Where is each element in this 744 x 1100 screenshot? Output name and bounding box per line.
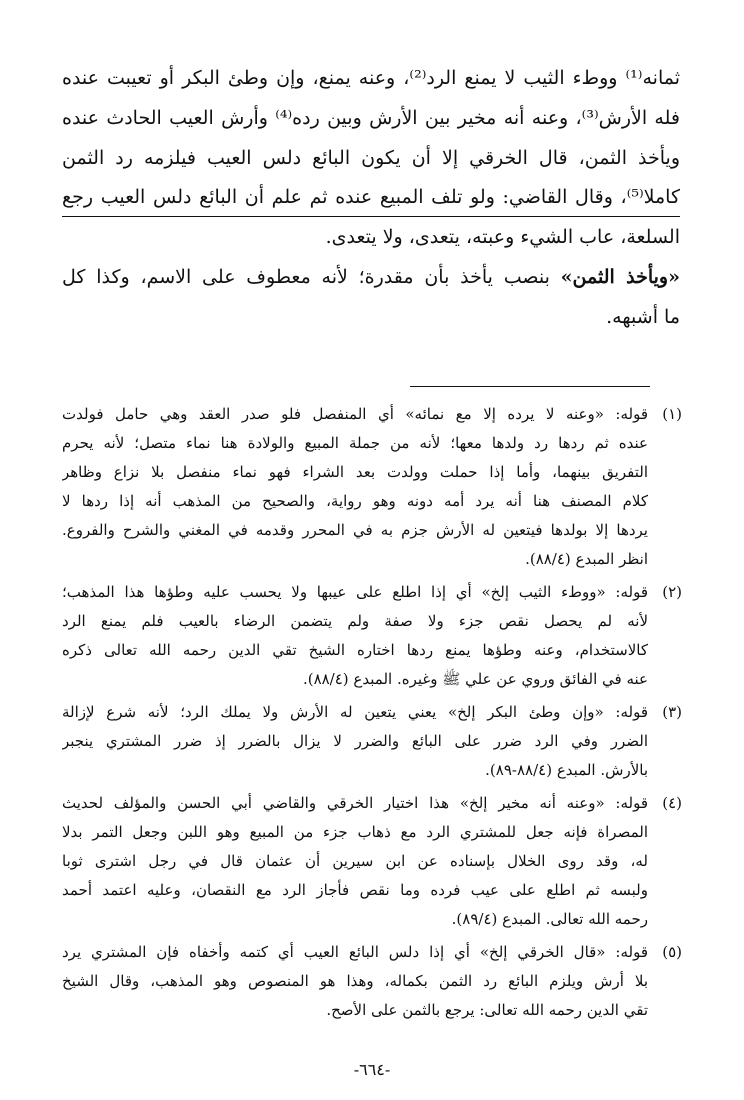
footnote-line: كلام المصنف هنا أنه يرد أمه دونه وهو رواية، والصحيح من المذهب أنه إذا ردها لا bbox=[62, 492, 648, 510]
footnote-line: لأنه لم يحصل نقص جزء ولا صفة ولم يتضمن الرضاء بالعيب فلم يمنع الرد bbox=[62, 612, 648, 630]
footnote-line: المصراة فإنه جعل للمشتري الرد مع ذهاب جزء من المبيع وهو اللبن وجعل التمر بدلا bbox=[62, 823, 648, 841]
main-text-line: فله الأرش⁽³⁾، وعنه أنه مخير بين الأرش وبين رده⁽⁴⁾ وأرش العيب الحادث عنده bbox=[62, 107, 680, 129]
footnote-1 bbox=[62, 400, 682, 574]
footnote-line: ولبسه ثم اطلع على عيب فرده وما نقص فأجاز الرد مع النقصان، وعليه اعتمد أحمد bbox=[62, 881, 648, 899]
footnote-number: (٢) bbox=[662, 583, 682, 601]
main-text-line: كاملا⁽⁵⁾، وقال القاضي: ولو تلف المبيع عنده ثم علم أن البائع دلس العيب رجع bbox=[62, 178, 680, 217]
footnote-line: قوله: «ووطء الثيب إلخ» أي إذا اطلع على عيبها ولا يحسب عليه وطؤها هذا المذهب؛ bbox=[62, 583, 648, 601]
footnote-line: يردها إلا بولدها فيتعين له الأرش جزم به في المحرر وقدمه في المغني والشرح والفروع. bbox=[62, 521, 648, 539]
main-text bbox=[62, 58, 680, 337]
footnote-3 bbox=[62, 698, 682, 785]
footnote-line: الضرر وفي الرد ضرر على البائع والضرر لا يزال بالضرر إذ ضرر المشتري ينجبر bbox=[62, 732, 648, 750]
footnote-line: بلا أرش ويلزم البائع رد الثمن بكماله، وهذا هو المنصوص وهو المذهب، وقال الشيخ bbox=[62, 972, 648, 990]
footnote-separator bbox=[410, 386, 650, 387]
main-text-line: ويأخذ الثمن، قال الخرقي إلا أن يكون البائع دلس العيب فيلزمه رد الثمن bbox=[62, 147, 680, 169]
footnote-line: له، وقد روى الخلال بإسناده عن ابن سيرين أن عثمان قال في رجل اشترى ثوبا bbox=[62, 852, 648, 870]
grammar-note-text: بنصب يأخذ بأن مقدرة؛ لأنه معطوف على الاسم، وكذا كل bbox=[62, 266, 561, 288]
page-number: -٦٦٤- bbox=[353, 1060, 391, 1079]
footnote-number: (٣) bbox=[662, 703, 682, 721]
footnote-4 bbox=[62, 789, 682, 934]
footnote-line: رحمه الله تعالى. المبدع (٨٩/٤). bbox=[451, 910, 648, 928]
footnote-line: قوله: «وإن وطئ البكر إلخ» يعني يتعين له الأرش ولا يملك الرد؛ لأنه شرع لإزالة bbox=[62, 703, 648, 721]
footnote-line: عنده ثم ردها رد ولدها معها؛ لأنه من جملة المبيع والولادة هنا نماء متصل؛ لأنه يحرم bbox=[62, 434, 648, 452]
grammar-note-line bbox=[62, 257, 680, 297]
footnote-5 bbox=[62, 938, 682, 1025]
footnote-number: (١) bbox=[662, 405, 682, 423]
footnote-line: بالأرش. المبدع (٨٨/٤-٨٩). bbox=[485, 761, 648, 779]
main-text-line: ثمانه⁽¹⁾ ووطء الثيب لا يمنع الرد⁽²⁾، وعنه يمنع، وإن وطئ البكر أو تعيبت عنده bbox=[62, 67, 680, 89]
grammar-note-line: ما أشبهه. bbox=[606, 306, 680, 328]
footnote-line: عنه في الفائق وروي عن علي ﷺ وغيره. المبدع (٨٨/٤). bbox=[302, 670, 648, 688]
footnote-line: كالاستخدام، وعنه وطؤها يمنع ردها اختاره الشيخ تقي الدين رحمه الله تعالى ذكره bbox=[62, 641, 648, 659]
footnote-line: قوله: «وعنه لا يرده إلا مع نمائه» أي المنفصل فلو صدر العقد وهي حامل فولدت bbox=[62, 405, 648, 423]
footnotes bbox=[62, 400, 682, 1029]
footnote-line: انظر المبدع (٨٨/٤). bbox=[525, 550, 648, 568]
main-text-line: السلعة، عاب الشيء وعبته، يتعدى، ولا يتعدى. bbox=[325, 226, 680, 248]
footnote-number: (٥) bbox=[662, 943, 682, 961]
footnote-line: التفريق بينهما، وأما إذا حملت وولدت بعد الشراء فهو نماء منفصل بلا نزاع وظاهر bbox=[62, 463, 648, 481]
footnote-line: قوله: «قال الخرقي إلخ» أي إذا دلس البائع العيب أي كتمه وأخفاه فإن المشتري يرد bbox=[62, 943, 648, 961]
footnote-2 bbox=[62, 578, 682, 694]
footnote-line: قوله: «وعنه أنه مخير إلخ» هذا اختيار الخرقي والقاضي أبي الحسن والمؤلف لحديث bbox=[62, 794, 648, 812]
footnote-line: تقي الدين رحمه الله تعالى: يرجع بالثمن على الأصح. bbox=[326, 1001, 648, 1019]
footnote-number: (٤) bbox=[662, 794, 682, 812]
grammar-note-keyword: «ويأخذ الثمن» bbox=[560, 266, 680, 288]
